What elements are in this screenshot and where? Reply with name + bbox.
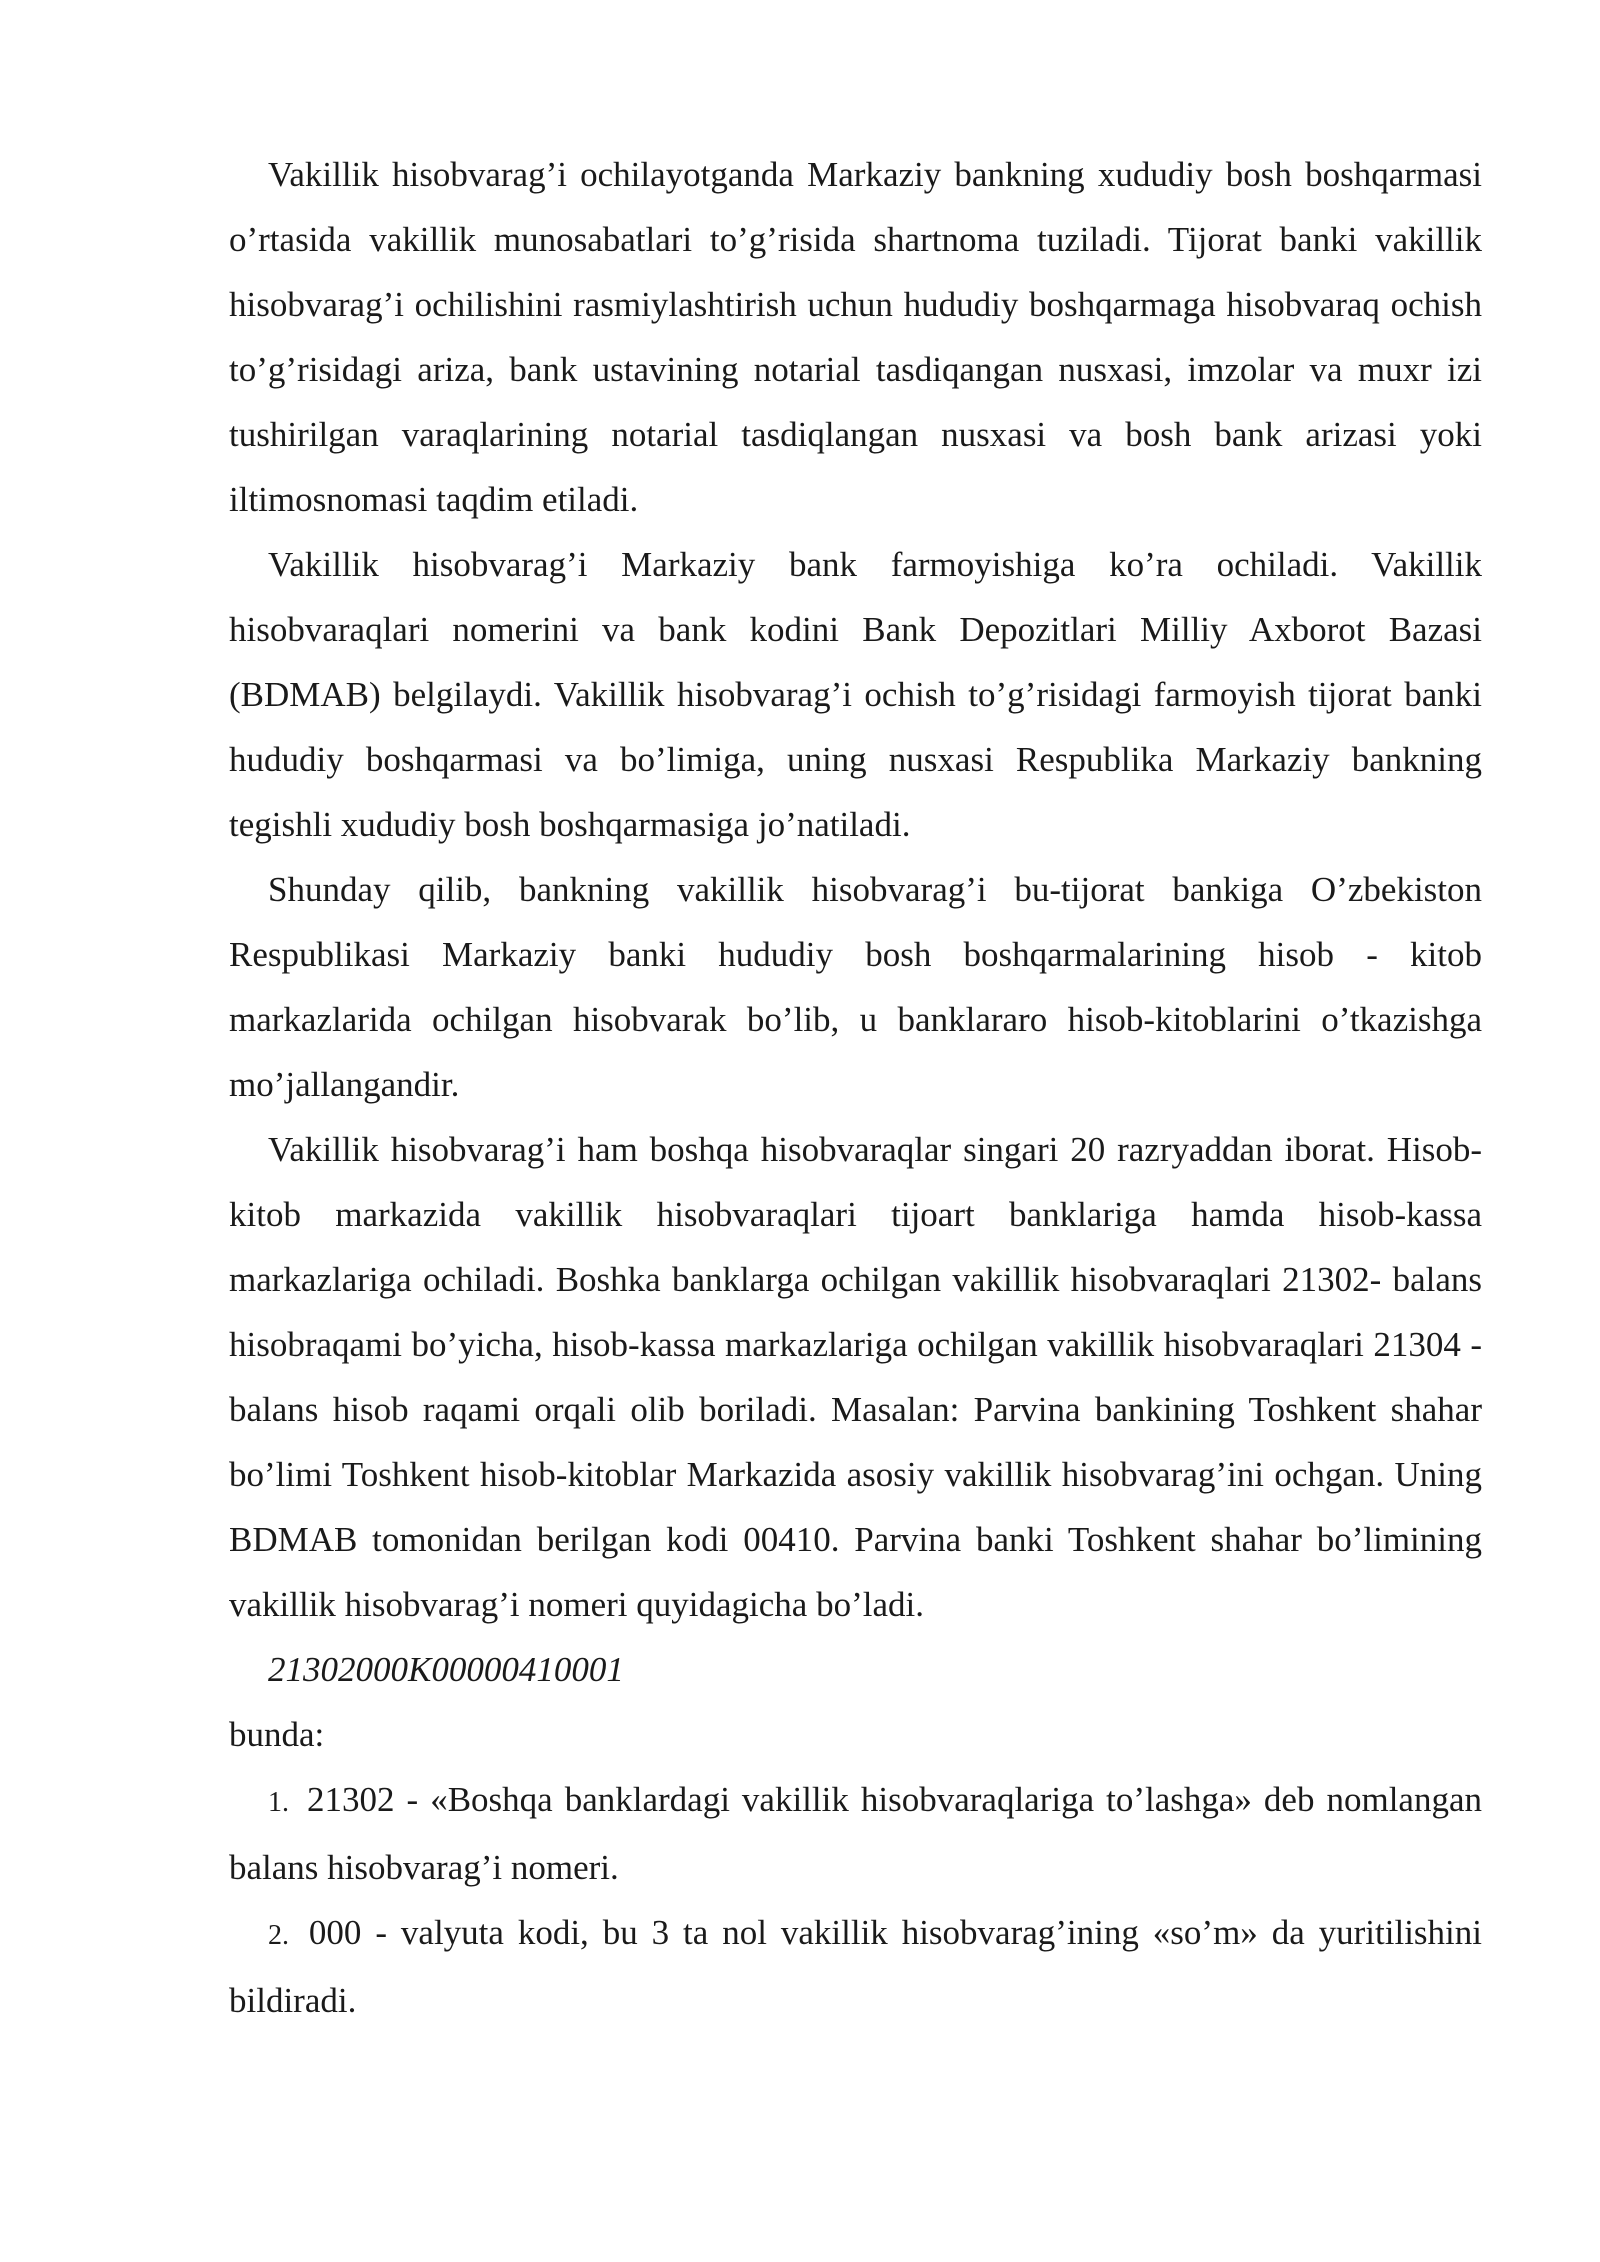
list-item-number: 2. — [268, 1920, 289, 1951]
paragraph-account-definition: Shunday qilib, bankning vakillik hisobvarag’i bu-tijorat bankiga O’zbekiston Respublikasi Markaziy banki hududiy bosh boshqarmalarining hisob - kitob markazlarida ochilgan hisobvarak bo’lib, u banklararo hisob-kitoblarini o’tkazishga mo’jallangandir. — [229, 870, 1482, 1104]
paragraph-central-bank-order: Vakillik hisobvarag’i Markaziy bank farmoyishiga ko’ra ochiladi. Vakillik hisobvaraqlari nomerini va bank kodini Bank Depozitlari Milliy Axborot Bazasi (BDMAB) belgilaydi. Vakillik hisobvarag’i ochish to’g’risidagi farmoyish tijorat banki hududiy boshqarmasi va bo’limiga, uning nusxasi Respublika Markaziy bankning tegishli xududiy bosh boshqarmasiga jo’natiladi. — [229, 545, 1482, 844]
account-number-example: 21302000K00000410001 — [268, 1650, 624, 1689]
bunda-label: bunda: — [229, 1715, 325, 1754]
paragraph-correspondent-account-opening: Vakillik hisobvarag’i ochilayotganda Markaziy bankning xududiy bosh boshqarmasi o’rtasida vakillik munosabatlari to’g’risida shartnoma tuziladi. Tijorat banki vakillik hisobvarag’i ochilishini rasmiylashtirish uchun hududiy boshqarmaga hisobvaraq ochish to’g’risidagi ariza, bank ustavining notarial tasdiqangan nusxasi, imzolar va muxr izi tushirilgan varaqlarining notarial tasdiqlangan nusxasi va bosh bank arizasi yoki iltimosnomasi taqdim etiladi. — [229, 155, 1482, 519]
list-item — [229, 1900, 1482, 2033]
list-item — [229, 1767, 1482, 1900]
list-item-number: 1. — [268, 1787, 289, 1818]
paragraph-account-structure: Vakillik hisobvarag’i ham boshqa hisobvaraqlar singari 20 razryaddan iborat. Hisob-kitob markazida vakillik hisobvaraqlari tijoart banklariga hamda hisob-kassa markazlariga ochiladi. Boshka banklarga ochilgan vakillik hisobvaraqlari 21302- balans hisobraqami bo’yicha, hisob-kassa markazlariga ochilgan vakillik hisobvaraqlari 21304 - balans hisob raqami orqali olib boriladi. Masalan: Parvina bankining Toshkent shahar bo’limi Toshkent hisob-kitoblar Markazida asosiy vakillik hisobvarag’ini ochgan. Uning BDMAB tomonidan berilgan kodi 00410. Parvina banki Toshkent shahar bo’limining vakillik hisobvarag’i nomeri quyidagicha bo’ladi. — [229, 1130, 1482, 1624]
document-page — [229, 142, 1482, 2033]
list-item-text: 000 - valyuta kodi, bu 3 ta nol vakillik hisobvarag’ining «so’m» da yuritilishini bildiradi. — [229, 1913, 1482, 2020]
list-item-text: 21302 - «Boshqa banklardagi vakillik hisobvaraqlariga to’lashga» deb nomlangan balans hisobvarag’i nomeri. — [229, 1780, 1482, 1887]
